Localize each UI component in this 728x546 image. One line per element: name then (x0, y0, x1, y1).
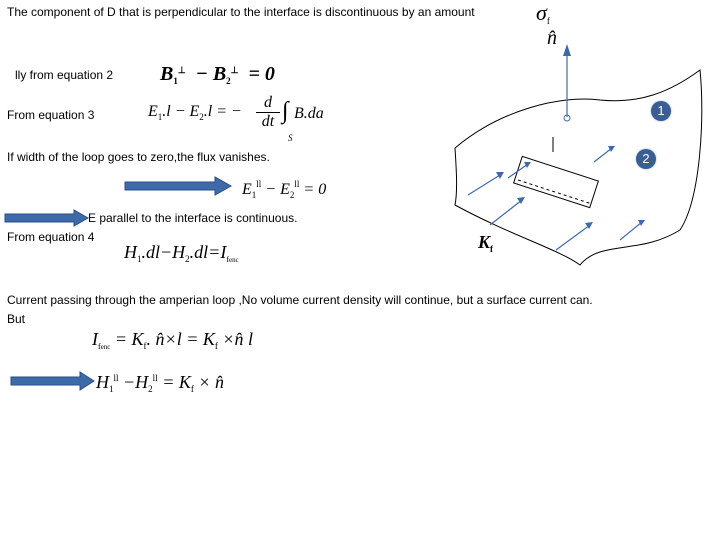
text-line-3: From equation 3 (7, 108, 95, 122)
equals-zero: = 0 (303, 181, 327, 198)
text-line-7: Current passing through the amperian loop ,No volume current density will continue, but a surface current can. (7, 293, 593, 307)
k-symbol: K (478, 232, 491, 252)
integral-lower-s: S (288, 133, 293, 143)
region-badge-2: 2 (636, 149, 656, 169)
sigma-subscript: f (546, 16, 550, 26)
i-symbol: I (220, 242, 227, 262)
h1-symbol: H (124, 242, 137, 262)
text-line-4: If width of the loop goes to zero,the flux vanishes. (7, 150, 270, 164)
b1-symbol: B (160, 63, 174, 85)
arrow-right-1 (123, 176, 233, 196)
arrow-right-2 (4, 209, 90, 227)
e1-symbol: E (148, 103, 158, 120)
equals-kf: = K (162, 372, 191, 392)
k-subscript: f (490, 244, 494, 254)
denominator-dt: dt (261, 113, 275, 130)
kf-label (478, 233, 493, 254)
equation-faraday: $E_1.l - E_2.l$ = − (148, 103, 242, 122)
sigma: σ (536, 0, 547, 25)
text-line-8: But (7, 312, 26, 326)
b2-symbol: B (212, 63, 227, 85)
normal-vector-head (563, 44, 571, 56)
numerator-d: d (256, 94, 280, 113)
equation-ampere: $H_1.dl-H_2.dl=I_{fenc}$ (124, 242, 239, 264)
integral-body: B.da (294, 105, 324, 122)
region-badge-1: 1 (651, 101, 671, 121)
arrow-right-3 (10, 371, 96, 391)
text-line-1: The component of D that is perpendicular to the interface is discontinuous by an amount (7, 5, 475, 19)
integral-sign: ∫ (282, 98, 289, 124)
equation-e-parallel: $E_1^{ll} - E_2^{ll} = 0$ (242, 179, 327, 200)
equation-b-perp: $B_1^\perp - B_2^\perp = 0$ (160, 63, 275, 86)
loop-dashed (518, 180, 592, 204)
kf-dot: = K (114, 329, 144, 349)
equation-h-parallel: $H_1^{ll} -H_2^{ll} = K_f$ × n̂ (96, 372, 224, 394)
text-line-5: E parallel to the interface is continuous. (88, 211, 298, 225)
n-hat-label: n̂ (547, 27, 557, 49)
equation-surface-current: $I_{fenc} = K_f$. n̂×l = $K_f$ ×n̂ l (92, 329, 254, 351)
fraction-d-dt (256, 94, 280, 131)
text-line-6: From equation 4 (7, 230, 95, 244)
text-line-2: lly from equation 2 (15, 68, 114, 82)
